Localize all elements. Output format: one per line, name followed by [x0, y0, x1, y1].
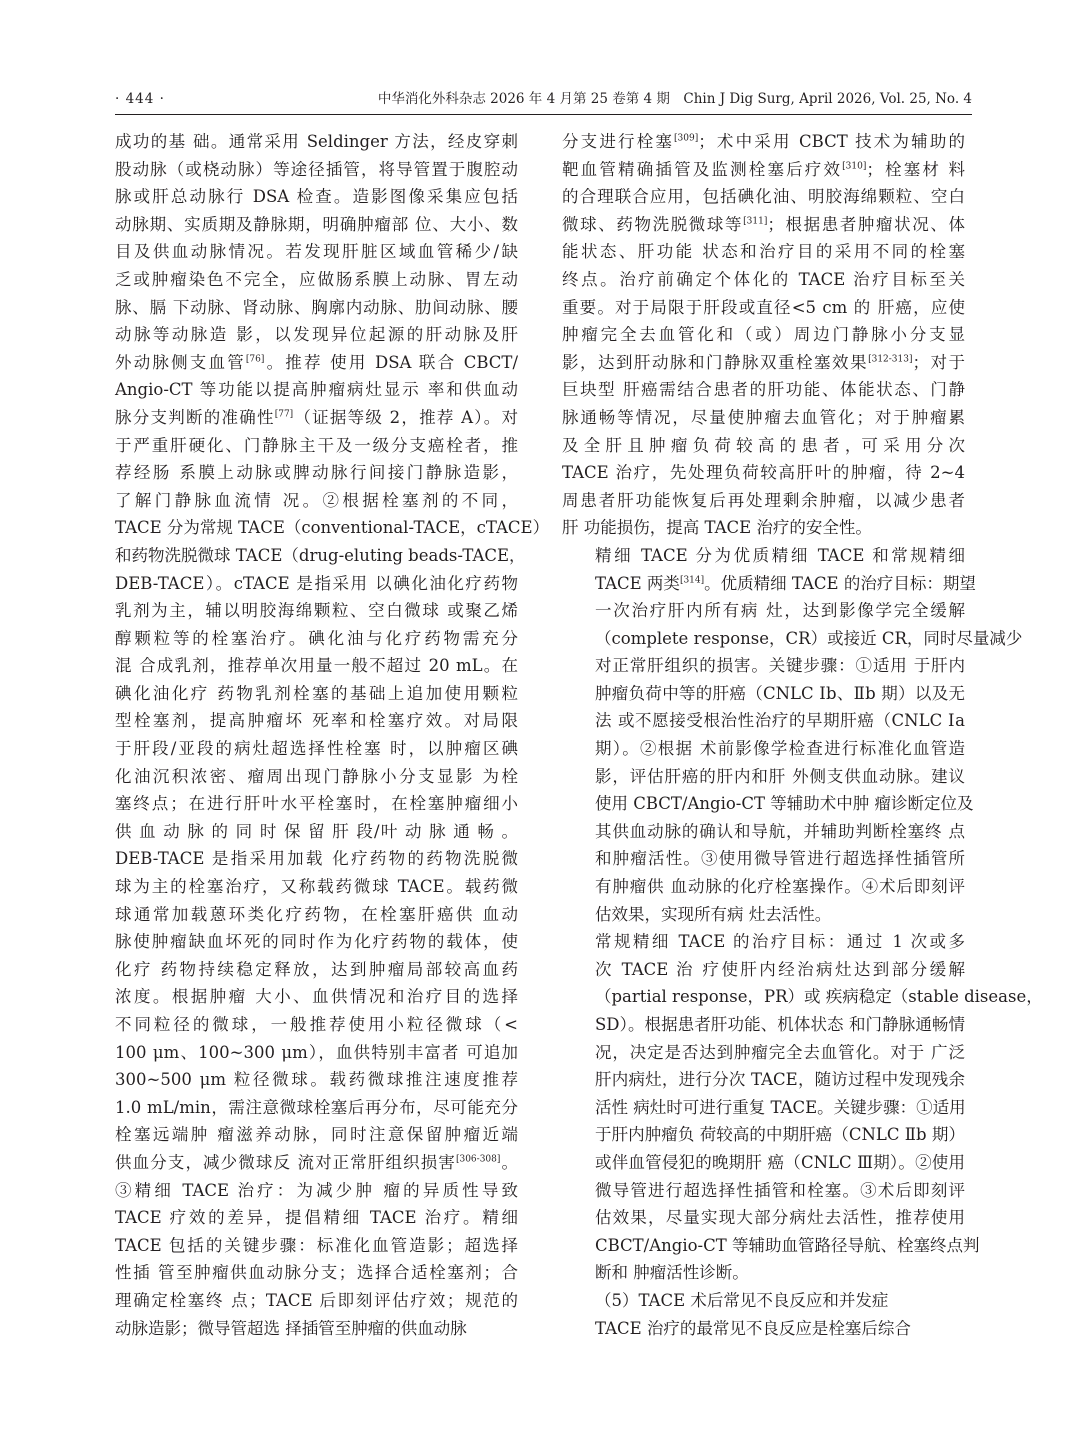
- text-line: [562, 432, 965, 460]
- line-text: 终点。治疗前确定个体化的 TACE 治疗目标至关: [562, 269, 965, 289]
- line-text: 脉或肝总动脉行 DSA 检查。造影图像采集应包括: [115, 187, 518, 207]
- line-text: 于肝内肿瘤负 荷较高的中期肝癌（CNLC Ⅱb 期）: [595, 1125, 965, 1145]
- line-text: 理确定栓塞终 点；TACE 后即刻评估疗效；规范的: [115, 1290, 518, 1310]
- text-line: [115, 1177, 518, 1205]
- line-text: 成功的基 础。通常采用 Seldinger 方法，经皮穿刺: [115, 132, 518, 151]
- line-text: TACE 分为常规 TACE（conventional-TACE，cTACE）: [115, 518, 550, 538]
- text-line: [115, 1259, 518, 1287]
- text-line: [562, 928, 965, 956]
- line-text: 使用 CBCT/Angio-CT 等辅助术中肿 瘤诊断定位及: [595, 794, 974, 814]
- line-text: 常规精细 TACE 的治疗目标：通过 1 次或多: [595, 932, 965, 952]
- line-text: ③精细 TACE 治疗：为减少肿 瘤的异质性导致: [115, 1180, 518, 1200]
- line-text: 期）。②根据 术前影像学检查进行标准化血管造: [595, 739, 965, 759]
- left-column: [115, 128, 550, 1342]
- text-line: [115, 238, 518, 266]
- line-text: 的合理联合应用，包括碘化油、明胶海绵颗粒、空白: [562, 187, 965, 207]
- line-text: 了解门静脉血流情 况。②根据栓塞剂的不同，: [115, 490, 518, 510]
- line-text: 估效果，实现所有病 灶去活性。: [595, 904, 832, 924]
- line-text: 脉分支判断的准确性: [115, 407, 275, 427]
- line-text: 股动脉（或桡动脉）等途径插管，将导管置于腹腔动: [115, 159, 518, 179]
- line-text: 次 TACE 治 疗使肝内经治病灶达到部分缓解: [595, 959, 965, 979]
- line-text: 外动脉侧支血管: [115, 352, 246, 372]
- text-line: [115, 349, 518, 377]
- text-line: [562, 1259, 965, 1287]
- line-text: 周患者肝功能恢复后再处理剩余肿瘤，以减少患者: [562, 490, 965, 510]
- line-text: 塞终点；在进行肝叶水平栓塞时，在栓塞肿瘤细小: [115, 794, 518, 814]
- text-line: [115, 845, 518, 873]
- line-text: TACE 包括的关键步骤：标准化血管造影；超选择: [115, 1235, 518, 1255]
- text-line: [562, 1177, 965, 1205]
- left-paragraph: [115, 128, 550, 1342]
- line-text: 动脉期、实质期及静脉期，明确肿瘤部 位、大小、数: [115, 214, 518, 234]
- citation-ref: [312-313]: [868, 354, 913, 365]
- text-line: [562, 1149, 965, 1177]
- text-line: [115, 597, 518, 625]
- text-line: [115, 901, 518, 929]
- text-line: [115, 818, 518, 846]
- text-line: [562, 156, 965, 184]
- text-line: [562, 1094, 965, 1122]
- line-text: 浓度。根据肿瘤 大小、血供情况和治疗目的选择: [115, 987, 518, 1007]
- line-text: （complete response，CR）或接近 CR，同时尽量减少: [595, 628, 1023, 648]
- line-text: 能状态、肝功能 状态和治疗目的采用不同的栓塞: [562, 242, 965, 262]
- text-line: [562, 514, 965, 542]
- line-text: 碘化油化疗 药物乳剂栓塞的基础上追加使用颗粒: [115, 683, 518, 703]
- line-text: 肿瘤完全去血管化和（或）周边门静脉小分支显: [562, 325, 965, 345]
- line-text: 断和 肿瘤活性诊断。: [595, 1263, 749, 1283]
- line-text: 影，达到肝动脉和门静脉双重栓塞效果: [562, 352, 869, 372]
- line-text: DEB-TACE 是指采用加载 化疗药物的药物洗脱微: [115, 849, 518, 869]
- line-text: （证据等级 2，推荐 A）。对: [293, 407, 519, 427]
- text-line: [115, 763, 518, 791]
- line-text: 重要。对于局限于肝段或直径<5 cm 的 肝癌，应使: [562, 297, 965, 317]
- text-line: [562, 652, 965, 680]
- text-line: [562, 597, 965, 625]
- header-rule: [115, 114, 972, 115]
- right-paragraph-2: [562, 542, 1023, 928]
- text-line: [115, 570, 518, 598]
- line-text: 法 或不愿接受根治性治疗的早期肝癌（CNLC Ⅰa: [595, 711, 965, 731]
- line-text: 微球、药物洗脱微球等: [562, 214, 744, 234]
- line-text: 于肝段/亚段的病灶超选择性栓塞 时，以肿瘤区碘: [115, 739, 518, 759]
- right-column: [562, 128, 1043, 1342]
- text-line: [562, 1066, 965, 1094]
- line-text: 肝 功能损伤，提高 TACE 治疗的安全性。: [562, 518, 872, 538]
- line-text: 精细 TACE 分为优质精细 TACE 和常规精细: [595, 545, 965, 565]
- line-text: ；根据患者肿瘤状况、体: [767, 214, 966, 234]
- line-text: DEB-TACE）。cTACE 是指采用 以碘化油化疗药物: [115, 573, 518, 593]
- text-line: [115, 735, 518, 763]
- line-text: TACE 两类: [595, 573, 680, 593]
- line-text: 供血分支，减少微球反 流对正常肝组织损害: [115, 1152, 456, 1172]
- line-text: CBCT/Angio-CT 等辅助血管路径导航、栓塞终点判: [595, 1235, 980, 1255]
- text-line: [562, 873, 965, 901]
- text-line: [562, 845, 965, 873]
- text-line: [562, 570, 976, 598]
- line-text: 球通常加载蒽环类化疗药物，在栓塞肝癌供 血动: [115, 904, 518, 924]
- line-text: ；对于: [912, 352, 966, 372]
- line-text: 球为主的栓塞治疗，又称载药微球 TACE。载药微: [115, 877, 518, 897]
- text-line: [115, 625, 518, 653]
- right-paragraph-1: [562, 128, 965, 542]
- page-number: · 444 ·: [115, 91, 165, 107]
- line-text: ；栓塞材 料: [866, 159, 966, 179]
- text-line: [115, 266, 518, 294]
- line-text: 巨块型 肝癌需结合患者的肝功能、体能状态、门静: [562, 380, 965, 400]
- line-text: 一次治疗肝内所有病 灶，达到影像学完全缓解: [595, 601, 965, 621]
- line-text: 。优质精细 TACE 的治疗目标：期望: [704, 573, 976, 593]
- right-paragraph-3: [562, 928, 1043, 1287]
- text-line: [115, 376, 518, 404]
- line-text: 其供血动脉的确认和导航，并辅助判断栓塞终 点: [595, 821, 965, 841]
- line-text: （partial response，PR）或 疾病稳定（stable disease，: [595, 987, 1043, 1007]
- line-text: 醇颗粒等的栓塞治疗。碘化油与化疗药物需充分: [115, 628, 518, 648]
- line-text: 栓塞远端肿 瘤滋养动脉，同时注意保留肿瘤近端: [115, 1125, 518, 1145]
- citation-ref: [310]: [842, 161, 867, 172]
- text-line: [115, 211, 518, 239]
- text-line: [562, 625, 1023, 653]
- text-line: [115, 680, 518, 708]
- line-text: 1.0 mL/min，需注意微球栓塞后再分布，尽可能充分: [115, 1097, 518, 1117]
- line-text: 混 合成乳剂，推荐单次用量一般不超过 20 mL。在: [115, 656, 518, 676]
- text-line: [115, 487, 518, 515]
- text-line: [562, 294, 965, 322]
- text-line: [115, 1287, 518, 1315]
- line-text: 化油沉积浓密、瘤周出现门静脉小分支显影 为栓: [115, 766, 518, 786]
- line-text: 100 μm、100~300 μm），血供特别丰富者 可追加: [115, 1042, 518, 1062]
- right-paragraph-4: [562, 1315, 965, 1343]
- text-line: [562, 128, 965, 156]
- text-line: [115, 707, 518, 735]
- section-heading: [562, 1287, 965, 1315]
- line-text: 微导管进行超选择性插管和栓塞。③术后即刻评: [595, 1180, 965, 1200]
- section-heading-text: （5）TACE 术后常见不良反应和并发症: [595, 1290, 889, 1310]
- line-text: 活性 病灶时可进行重复 TACE。关键步骤：①适用: [595, 1097, 966, 1117]
- line-text: 靶血管精确插管及监测栓塞后疗效: [562, 159, 843, 179]
- line-text: SD）。根据患者肝功能、机体状态 和门静脉通畅情: [595, 1015, 965, 1034]
- citation-ref: [309]: [674, 133, 699, 144]
- text-line: [115, 652, 518, 680]
- text-line: [562, 487, 965, 515]
- text-line: [562, 1232, 980, 1260]
- journal-citation: 中华消化外科杂志 2026 年 4 月第 25 卷第 4 期 Chin J Dig Surg, April 2026, Vol. 25, No. 4: [377, 91, 972, 107]
- text-line: [562, 238, 965, 266]
- text-line: [115, 404, 518, 432]
- text-line: [562, 349, 965, 377]
- line-text: Angio-CT 等功能以提高肿瘤病灶显示 率和供血动: [115, 380, 518, 400]
- line-text: 脉使肿瘤缺血坏死的同时作为化疗药物的载体，使: [115, 932, 518, 952]
- line-text: TACE 治疗的最常见不良反应是栓塞后综合: [595, 1318, 911, 1338]
- text-line: [562, 707, 965, 735]
- text-line: [562, 1315, 965, 1343]
- line-text: 脉通畅等情况，尽量使肿瘤去血管化；对于肿瘤累: [562, 407, 965, 427]
- text-line: [115, 542, 526, 570]
- citation-ref: [306-308]: [455, 1154, 501, 1165]
- text-line: [115, 459, 518, 487]
- text-line: [115, 928, 518, 956]
- text-line: [562, 818, 965, 846]
- line-text: 脉、膈 下动脉、肾动脉、胸廓内动脉、肋间动脉、腰: [115, 297, 518, 317]
- text-line: [562, 376, 965, 404]
- text-line: [115, 1121, 518, 1149]
- line-text: 300~500 μm 粒径微球。载药微球推注速度推荐: [115, 1070, 518, 1090]
- line-text: 性插 管至肿瘤供血动脉分支；选择合适栓塞剂；合: [115, 1263, 518, 1283]
- text-line: [562, 1121, 965, 1149]
- text-line: [562, 404, 965, 432]
- text-line: [115, 1315, 518, 1343]
- line-text: 供 血 动 脉 的 同 时 保 留 肝 段/叶 动 脉 通 畅 。: [115, 821, 518, 841]
- text-line: [115, 432, 518, 460]
- text-line: [115, 1039, 518, 1067]
- text-line: [562, 983, 1043, 1011]
- line-text: TACE 治疗，先处理负荷较高肝叶的肿瘤，待 2~4: [562, 463, 965, 483]
- text-line: [562, 790, 974, 818]
- text-line: [562, 680, 965, 708]
- text-line: [562, 459, 965, 487]
- line-text: 估效果，尽量实现大部分病灶去活性，推荐使用: [595, 1208, 965, 1228]
- line-text: 。: [500, 1152, 519, 1172]
- line-text: 有肿瘤供 血动脉的化疗栓塞操作。④术后即刻评: [595, 877, 965, 897]
- text-line: [115, 983, 518, 1011]
- line-text: 型栓塞剂，提高肿瘤坏 死率和栓塞疗效。对局限: [115, 711, 518, 731]
- line-text: ；术中采用 CBCT 技术为辅助的: [698, 132, 965, 151]
- text-line: [562, 735, 965, 763]
- text-line: [115, 873, 518, 901]
- text-line: [115, 183, 518, 211]
- text-line: [115, 514, 550, 542]
- text-line: [115, 294, 518, 322]
- text-line: [115, 156, 518, 184]
- text-line: [562, 321, 965, 349]
- citation-ref: [311]: [743, 216, 768, 227]
- text-line: [562, 1011, 965, 1039]
- line-text: 或伴血管侵犯的晚期肝 癌（CNLC Ⅲ期）。②使用: [595, 1152, 965, 1172]
- text-line: [115, 1011, 518, 1039]
- text-line: [562, 183, 965, 211]
- line-text: 乳剂为主，辅以明胶海绵颗粒、空白微球 或聚乙烯: [115, 601, 518, 621]
- line-text: 不同粒径的微球，一般推荐使用小粒径微球（<: [115, 1015, 518, 1034]
- text-line: [562, 211, 965, 239]
- line-text: 乏或肿瘤染色不完全，应做肠系膜上动脉、胃左动: [115, 269, 518, 289]
- line-text: 况，决定是否达到肿瘤完全去血管化。对于 广泛: [595, 1042, 965, 1062]
- text-line: [562, 901, 965, 929]
- line-text: 动脉等动脉造 影，以发现异位起源的肝动脉及肝: [115, 325, 518, 345]
- text-line: [562, 956, 965, 984]
- line-text: 对正常肝组织的损害。关键步骤：①适用 于肝内: [595, 656, 965, 676]
- text-line: [115, 128, 518, 156]
- text-line: [562, 266, 965, 294]
- line-text: 肝内病灶，进行分次 TACE，随访过程中发现残余: [595, 1070, 965, 1090]
- text-line: [115, 956, 518, 984]
- line-text: 及 全 肝 且 肿 瘤 负 荷 较 高 的 患 者 ，可 采 用 分 次: [562, 435, 965, 455]
- line-text: 和肿瘤活性。③使用微导管进行超选择性插管所: [595, 849, 965, 869]
- line-text: 于严重肝硬化、门静脉主干及一级分支癌栓者，推: [115, 435, 518, 455]
- citation-ref: [77]: [274, 409, 294, 420]
- text-line: [115, 1094, 518, 1122]
- text-line: [562, 1204, 965, 1232]
- text-line: [115, 1149, 518, 1177]
- line-text: 。推荐 使用 DSA 联合 CBCT/: [264, 352, 518, 372]
- line-text: 化疗 药物持续稳定释放，达到肿瘤局部较高血药: [115, 959, 518, 979]
- text-line: [562, 763, 965, 791]
- text-line: [115, 790, 518, 818]
- line-text: TACE 疗效的差异，提倡精细 TACE 治疗。精细: [115, 1208, 518, 1228]
- line-text: 动脉造影；微导管超选 择插管至肿瘤的供血动脉: [115, 1318, 467, 1338]
- text-line: [562, 542, 965, 570]
- text-line: [115, 321, 518, 349]
- line-text: 和药物洗脱微球 TACE（drug-eluting beads-TACE，: [115, 545, 526, 565]
- line-text: 分支进行栓塞: [562, 132, 675, 151]
- text-line: [115, 1204, 518, 1232]
- text-line: [115, 1066, 518, 1094]
- citation-ref: [314]: [679, 575, 705, 585]
- text-line: [562, 1039, 965, 1067]
- text-line: [115, 1232, 518, 1260]
- line-text: 荐经肠 系膜上动脉或脾动脉行间接门静脉造影，: [115, 463, 518, 483]
- citation-ref: [76]: [245, 354, 265, 365]
- line-text: 目及供血动脉情况。若发现肝脏区域血管稀少/缺: [115, 242, 518, 262]
- line-text: 肿瘤负荷中等的肝癌（CNLC Ⅰb、Ⅱb 期）以及无: [595, 683, 965, 703]
- line-text: 影，评估肝癌的肝内和肝 外侧支供血动脉。建议: [595, 766, 965, 786]
- running-header: [115, 88, 972, 110]
